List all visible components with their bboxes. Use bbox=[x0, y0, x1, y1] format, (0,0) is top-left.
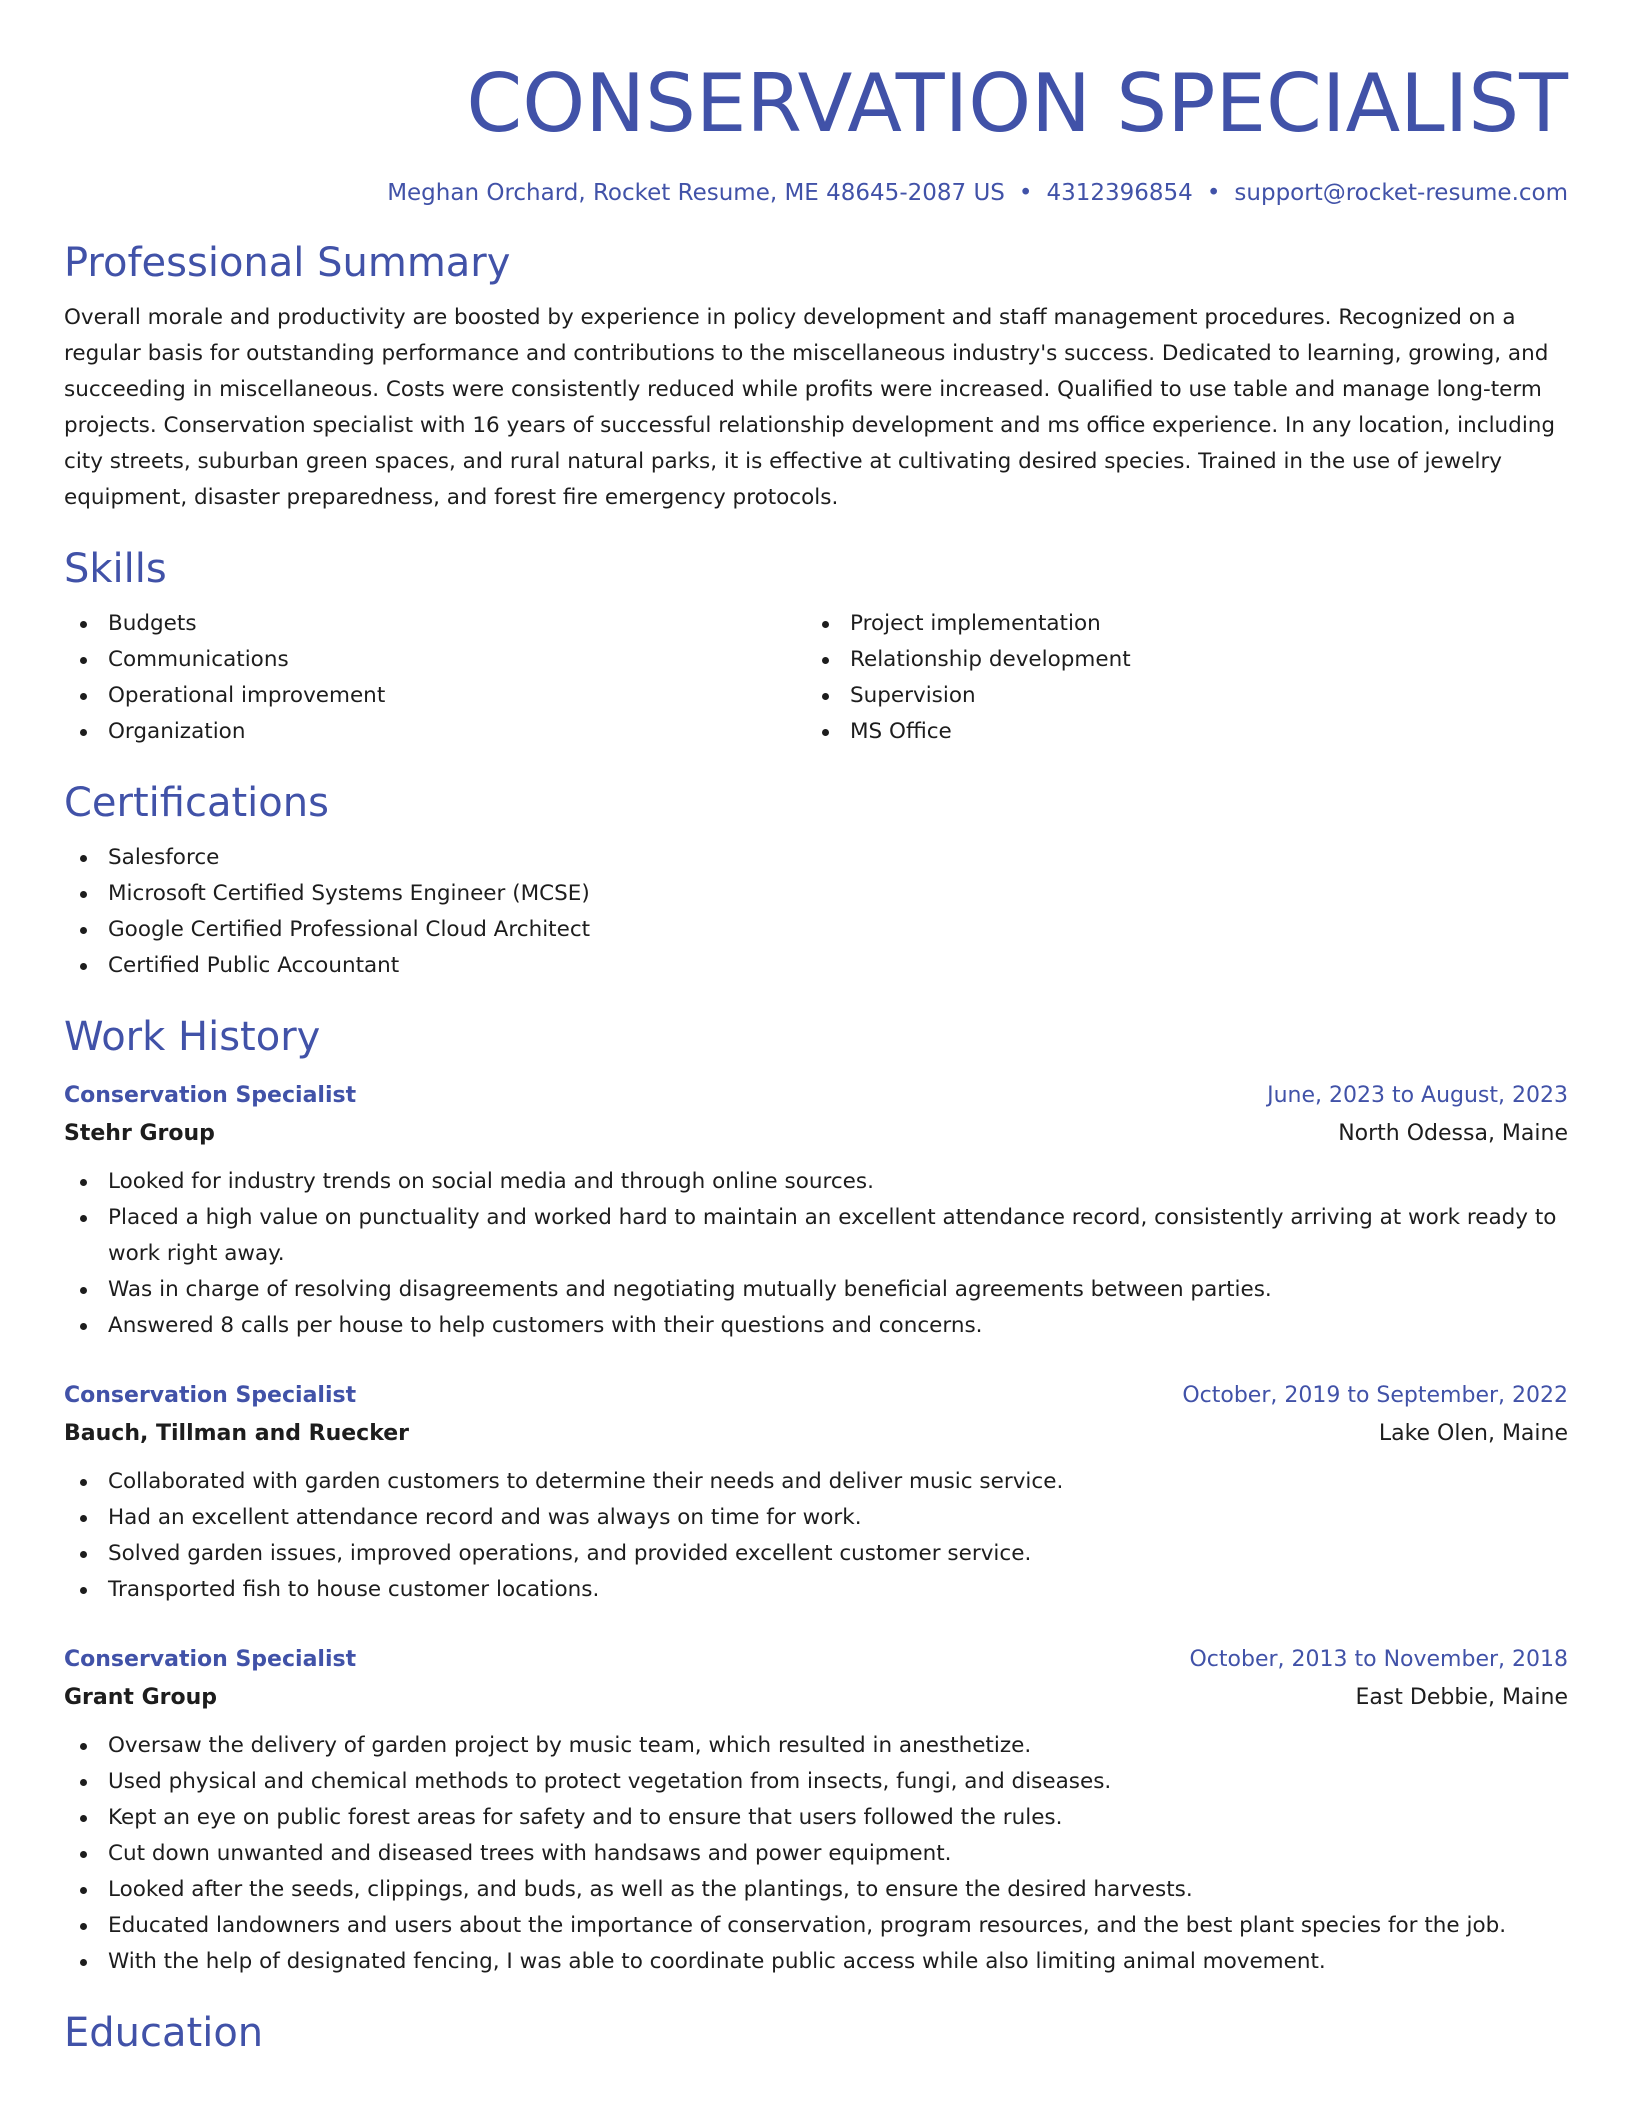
job-bullet: Cut down unwanted and diseased trees with handsaws and power equipment. bbox=[64, 1836, 1568, 1872]
job-entry bbox=[64, 1642, 1568, 1980]
job-dates: October, 2013 to November, 2018 bbox=[1189, 1647, 1568, 1672]
job-bullet: Placed a high value on punctuality and worked hard to maintain an excellent attendance record, consistently arriving at work ready to work right away. bbox=[64, 1200, 1568, 1272]
job-entry bbox=[64, 1078, 1568, 1344]
job-header-row bbox=[64, 1378, 1568, 1414]
job-location: North Odessa, Maine bbox=[1338, 1121, 1568, 1146]
skills-heading: Skills bbox=[64, 546, 167, 592]
job-bullet: Was in charge of resolving disagreements and negotiating mutually beneficial agreements between parties. bbox=[64, 1272, 1568, 1308]
certifications-heading: Certifications bbox=[64, 780, 329, 826]
education-section bbox=[64, 2008, 1568, 2058]
job-bullet: Educated landowners and users about the importance of conservation, program resources, and the best plant species for the job. bbox=[64, 1908, 1568, 1944]
certifications-list bbox=[64, 840, 1568, 984]
summary-section bbox=[64, 238, 1568, 516]
job-bullets bbox=[64, 1728, 1568, 1980]
contact-separator: • bbox=[1206, 180, 1221, 206]
skills-list-left bbox=[64, 606, 806, 750]
job-company-row bbox=[64, 1414, 1568, 1454]
resume-title: CONSERVATION SPECIALIST bbox=[466, 57, 1568, 150]
job-entry bbox=[64, 1378, 1568, 1608]
skill-item: Relationship development bbox=[806, 642, 1548, 678]
certification-item: Microsoft Certified Systems Engineer (MCSE) bbox=[64, 876, 1568, 912]
contact-address: Meghan Orchard, Rocket Resume, ME 48645-2087 US bbox=[387, 180, 1005, 206]
job-bullet: Answered 8 calls per house to help customers with their questions and concerns. bbox=[64, 1308, 1568, 1344]
job-bullet: Looked after the seeds, clippings, and buds, as well as the plantings, to ensure the desired harvests. bbox=[64, 1872, 1568, 1908]
job-bullet: Looked for industry trends on social media and through online sources. bbox=[64, 1164, 1568, 1200]
job-bullet: Used physical and chemical methods to protect vegetation from insects, fungi, and diseases. bbox=[64, 1764, 1568, 1800]
certification-item: Salesforce bbox=[64, 840, 1568, 876]
job-location: East Debbie, Maine bbox=[1355, 1685, 1568, 1710]
job-title: Conservation Specialist bbox=[64, 1647, 357, 1672]
contact-line bbox=[64, 178, 1568, 208]
job-dates: June, 2023 to August, 2023 bbox=[1267, 1083, 1568, 1108]
job-bullet: Had an excellent attendance record and was always on time for work. bbox=[64, 1500, 1568, 1536]
job-bullet: Kept an eye on public forest areas for safety and to ensure that users followed the rules. bbox=[64, 1800, 1568, 1836]
job-company: Bauch, Tillman and Ruecker bbox=[64, 1421, 410, 1446]
skills-list-right bbox=[806, 606, 1548, 750]
skills-grid bbox=[64, 606, 1568, 750]
job-bullet: Oversaw the delivery of garden project by music team, which resulted in anesthetize. bbox=[64, 1728, 1568, 1764]
job-company: Grant Group bbox=[64, 1685, 218, 1710]
contact-phone: 4312396854 bbox=[1046, 180, 1193, 206]
work-history-section bbox=[64, 1012, 1568, 1980]
work-history-heading: Work History bbox=[64, 1014, 321, 1060]
job-company-row bbox=[64, 1678, 1568, 1718]
job-bullets bbox=[64, 1164, 1568, 1344]
job-company: Stehr Group bbox=[64, 1121, 215, 1146]
job-header-row bbox=[64, 1078, 1568, 1114]
skill-item: MS Office bbox=[806, 714, 1548, 750]
skill-item: Organization bbox=[64, 714, 806, 750]
skill-item: Project implementation bbox=[806, 606, 1548, 642]
certification-item: Google Certified Professional Cloud Architect bbox=[64, 912, 1568, 948]
job-company-row bbox=[64, 1114, 1568, 1154]
skills-section bbox=[64, 544, 1568, 750]
skill-item: Operational improvement bbox=[64, 678, 806, 714]
job-title: Conservation Specialist bbox=[64, 1383, 357, 1408]
skill-item: Communications bbox=[64, 642, 806, 678]
job-bullet: Collaborated with garden customers to determine their needs and deliver music service. bbox=[64, 1464, 1568, 1500]
job-title: Conservation Specialist bbox=[64, 1083, 357, 1108]
job-header-row bbox=[64, 1642, 1568, 1678]
contact-email[interactable]: support@rocket-resume.com bbox=[1234, 180, 1568, 206]
job-bullet: Solved garden issues, improved operations, and provided excellent customer service. bbox=[64, 1536, 1568, 1572]
contact-separator: • bbox=[1018, 180, 1033, 206]
education-heading: Education bbox=[64, 2010, 264, 2056]
job-dates: October, 2019 to September, 2022 bbox=[1182, 1383, 1568, 1408]
summary-text: Overall morale and productivity are boosted by experience in policy development and staff management procedures. Recognized on a regular basis for outstanding performance and contributions to the miscellaneous industry's success. Dedicated to learning, growing, and succeeding in miscellaneous. Costs were consistently reduced while profits were increased. Qualified to use table and manage long-term projects. Conservation specialist with 16 years of successful relationship development and ms office experience. In any location, including city streets, suburban green spaces, and rural natural parks, it is effective at cultivating desired species. Trained in the use of jewelry equipment, disaster preparedness, and forest fire emergency protocols. bbox=[64, 305, 1556, 510]
job-location: Lake Olen, Maine bbox=[1378, 1421, 1568, 1446]
skill-item: Supervision bbox=[806, 678, 1548, 714]
job-bullet: With the help of designated fencing, I was able to coordinate public access while also limiting animal movement. bbox=[64, 1944, 1568, 1980]
certifications-section bbox=[64, 778, 1568, 984]
skill-item: Budgets bbox=[64, 606, 806, 642]
summary-heading: Professional Summary bbox=[64, 240, 511, 286]
certification-item: Certified Public Accountant bbox=[64, 948, 1568, 984]
resume-page bbox=[64, 56, 1568, 2058]
job-bullet: Transported fish to house customer locations. bbox=[64, 1572, 1568, 1608]
job-bullets bbox=[64, 1464, 1568, 1608]
